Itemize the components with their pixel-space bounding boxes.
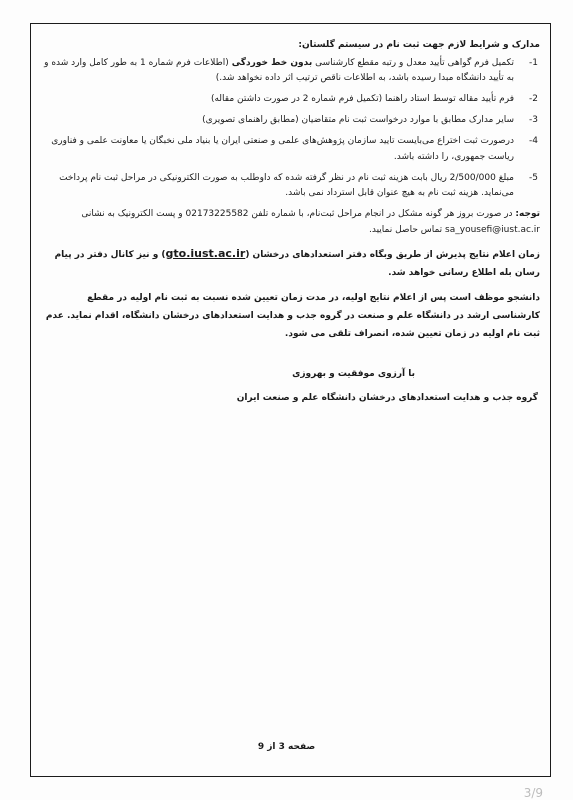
contact-note: توجه: در صورت بروز هر گونه مشکل در انجام مراحل ثبت‌نام، با شماره تلفن 02173225582 و پست الکترونیک به نشانی sa_yousefi@iust.ac.ir تماس حاصل نمایید.: [81, 209, 540, 235]
results-announcement: زمان اعلام نتایج پذیرش از طریق وبگاه دفتر استعدادهای درخشان (gto.iust.ac.ir) و نیز کانال دفتر در پیام رسان بله اطلاع رسانی خواهد شد.: [54, 247, 540, 278]
list-item: 4- درصورت ثبت اختراع می‌بایست تایید سازمان پژوهش‌های علمی و صنعتی ایران یا بنیاد ملی نخبگان یا معاونت علمی و فناوری ریاست جمهوری، را داشته باشد.: [51, 136, 538, 162]
website-link[interactable]: gto.iust.ac.ir: [165, 247, 246, 260]
requirements-list: [40, 56, 540, 202]
list-item: 1- تکمیل فرم گواهی تأیید معدل و رتبه مقطع کارشناسی بدون خط خوردگی (اطلاعات فرم شماره 1 به طور کامل وارد شده و به تأیید دانشگاه مبدا رسیده باشد، به اطلاعات ناقص ترتیب اثر داده نخواهد شد.): [44, 57, 538, 83]
requirements-heading: مدارک و شرایط لازم جهت ثبت نام در سیستم گلستان:: [298, 40, 540, 50]
contact-email-link[interactable]: sa_yousefi@iust.ac.ir: [445, 224, 540, 235]
page-footer: صفحه 3 از 9: [257, 742, 316, 752]
page-number-indicator: 3/9: [523, 786, 543, 800]
list-item: 3- سایر مدارک مطابق با موارد درخواست ثبت نام متقاضیان (مطابق راهنمای تصویری): [202, 115, 538, 125]
registration-obligation: دانشجو موظف است پس از اعلام نتایج اولیه، در مدت زمان تعیین شده نسبت به ثبت نام اولیه در مقطع کارشناسی ارشد در دانشگاه علم و صنعت در گروه جذب و هدایت استعدادهای درخشان دانشگاه، اقدام نماید. عدم ثبت نام اولیه در زمان تعیین شده، انصراف تلقی می شود.: [45, 293, 540, 339]
document-body: [40, 38, 540, 406]
list-item: 2- فرم تأیید مقاله توسط استاد راهنما (تکمیل فرم شماره 2 در صورت داشتن مقاله): [210, 94, 538, 104]
list-item: 5- مبلغ 2/500/000 ریال بابت هزینه ثبت نام در نظر گرفته شده که داوطلب به صورت الکترونیکی در مراحل ثبت نام پرداخت می‌نماید. هزینه ثبت نام به هیچ عنوان قابل استرداد نمی باشد.: [59, 172, 538, 198]
signature: گروه جذب و هدایت استعدادهای درخشان دانشگاه علم و صنعت ایران: [236, 392, 538, 403]
closing-wish: با آرزوی موفقیت و بهروزی: [292, 369, 415, 379]
